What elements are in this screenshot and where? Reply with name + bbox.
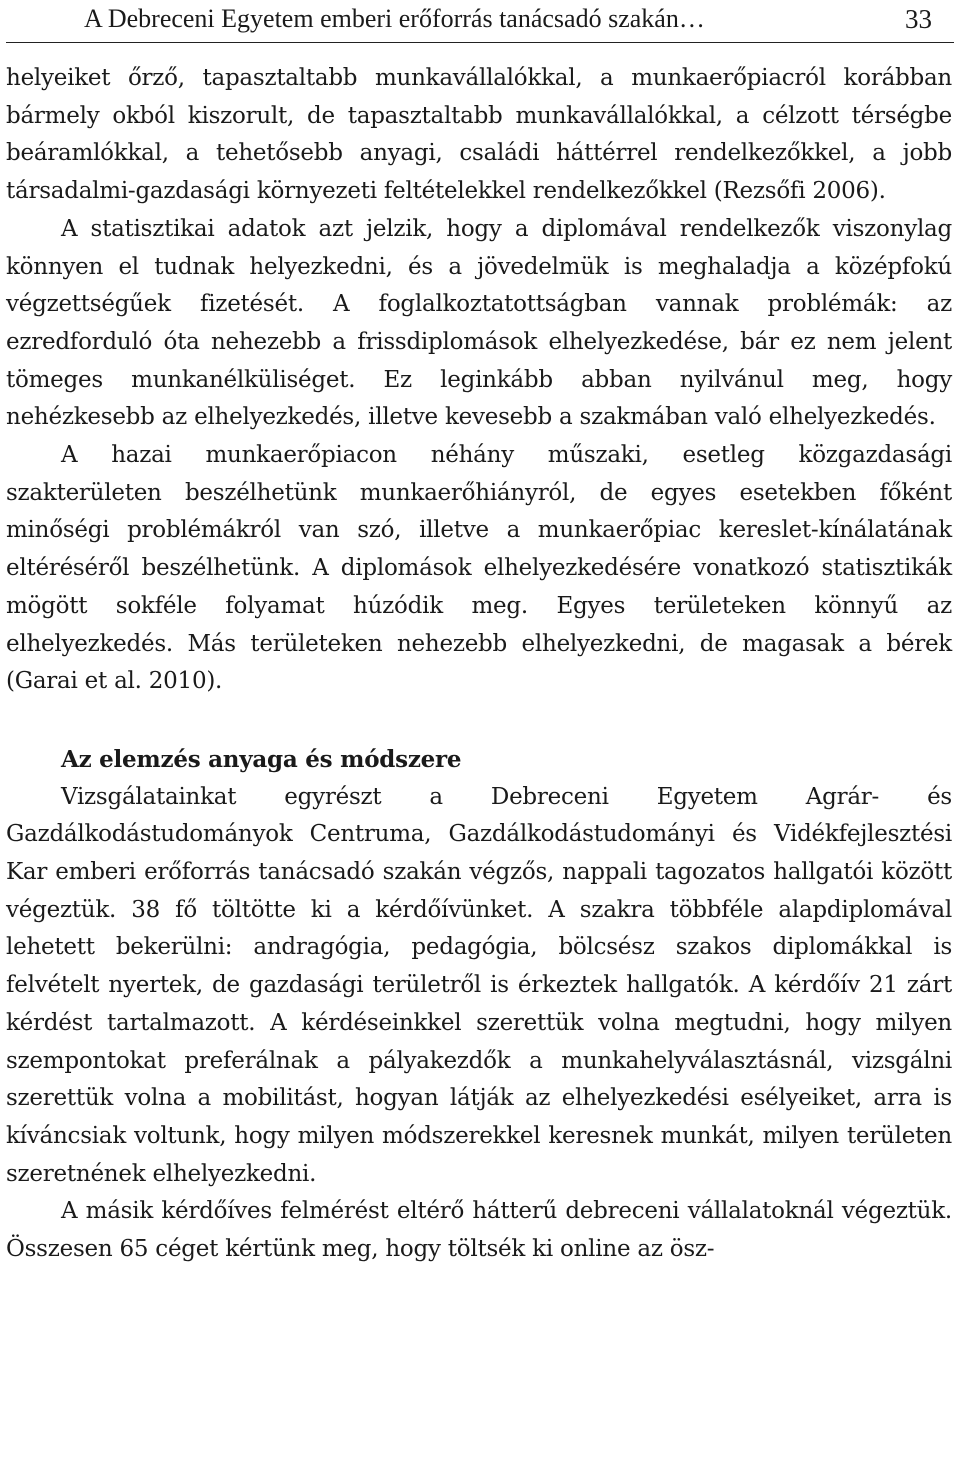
section-heading: Az elemzés anyaga és módszere <box>61 745 462 773</box>
paragraph: A statisztikai adatok azt jelzik, hogy a diplomával rendelkezők viszonylag könnyen el tudnak helyezkedni, és a jövedelmük is meghaladja a középfokú végzettségűek fizetését. A foglalkoztatottságban vannak problémák: az ezredforduló óta nehezebb a frissdiplomások elhelyezkedése, bár ez nem jelent tömeges munkanélküliséget. Ez leginkább abban nyilvánul meg, hogy nehézkesebb az elhelyezkedés, illetve kevesebb a szakmában való elhelyezkedés. <box>6 215 952 431</box>
page-number: 33 <box>905 4 932 34</box>
running-title: A Debreceni Egyetem emberi erőforrás tanácsadó szakán… <box>84 4 705 33</box>
paragraph: Vizsgálatainkat egyrészt a Debreceni Egyetem Agrár- és Gazdálkodástudományok Centruma, Gazdálkodástudományi és Vidékfejlesztési Kar emberi erőforrás tanácsadó szakán végzős, nappali tagozatos hallgatói között végeztük. 38 fő töltötte ki a kérdőívünket. A szakra többféle alapdiplomával lehetett bekerülni: andragógia, pedagógia, bölcsész szakos diplomákkal is felvételt nyertek, de gazdasági területről is érkeztek hallgatók. A kérdőív 21 zárt kérdést tartalmazott. A kérdéseinkkel szerettük volna megtudni, hogy milyen szempontokat preferálnak a pályakezdők a munkahelyválasztásnál, vizsgálni szerettük volna a mobilitást, hogyan látják az elhelyezkedési esélyeiket, arra is kíváncsiak voltunk, hogy milyen módszerekkel keresnek munkát, milyen területen szeretnének elhelyezkedni. <box>6 783 952 1187</box>
paragraph-continuation: helyeiket őrző, tapasztaltabb munkavállalókkal, a munkaerőpiacról korábban bármely okból kiszorult, de tapasztaltabb munkavállalókkal, a célzott térségbe beáramlókkal, a tehetősebb anyagi, családi háttérrel rendelkezőkkel, a jobb társadalmi-gazdasági környezeti feltételekkel rendelkezőkkel (Rezsőfi 2006). <box>6 65 952 205</box>
body-text <box>6 60 952 1269</box>
paragraph: A másik kérdőíves felmérést eltérő hátterű debreceni vállalatoknál végeztük. Összesen 65 céget kértünk meg, hogy töltsék ki online az ösz- <box>6 1198 952 1263</box>
paragraph: A hazai munkaerőpiacon néhány műszaki, esetleg közgazdasági szakterületen beszélhetünk munkaerőhiányról, de egyes esetekben főként minőségi problémákról van szó, illetve a munkaerőpiac kereslet-kínálatának eltéréséről beszélhetünk. A diplomások elhelyezkedésére vonatkozó statisztikák mögött sokféle folyamat húzódik meg. Egyes területeken könnyű az elhelyezkedés. Más területeken nehezebb elhelyezkedni, de magasak a bérek (Garai et al. 2010). <box>6 442 952 695</box>
running-header <box>6 0 954 43</box>
